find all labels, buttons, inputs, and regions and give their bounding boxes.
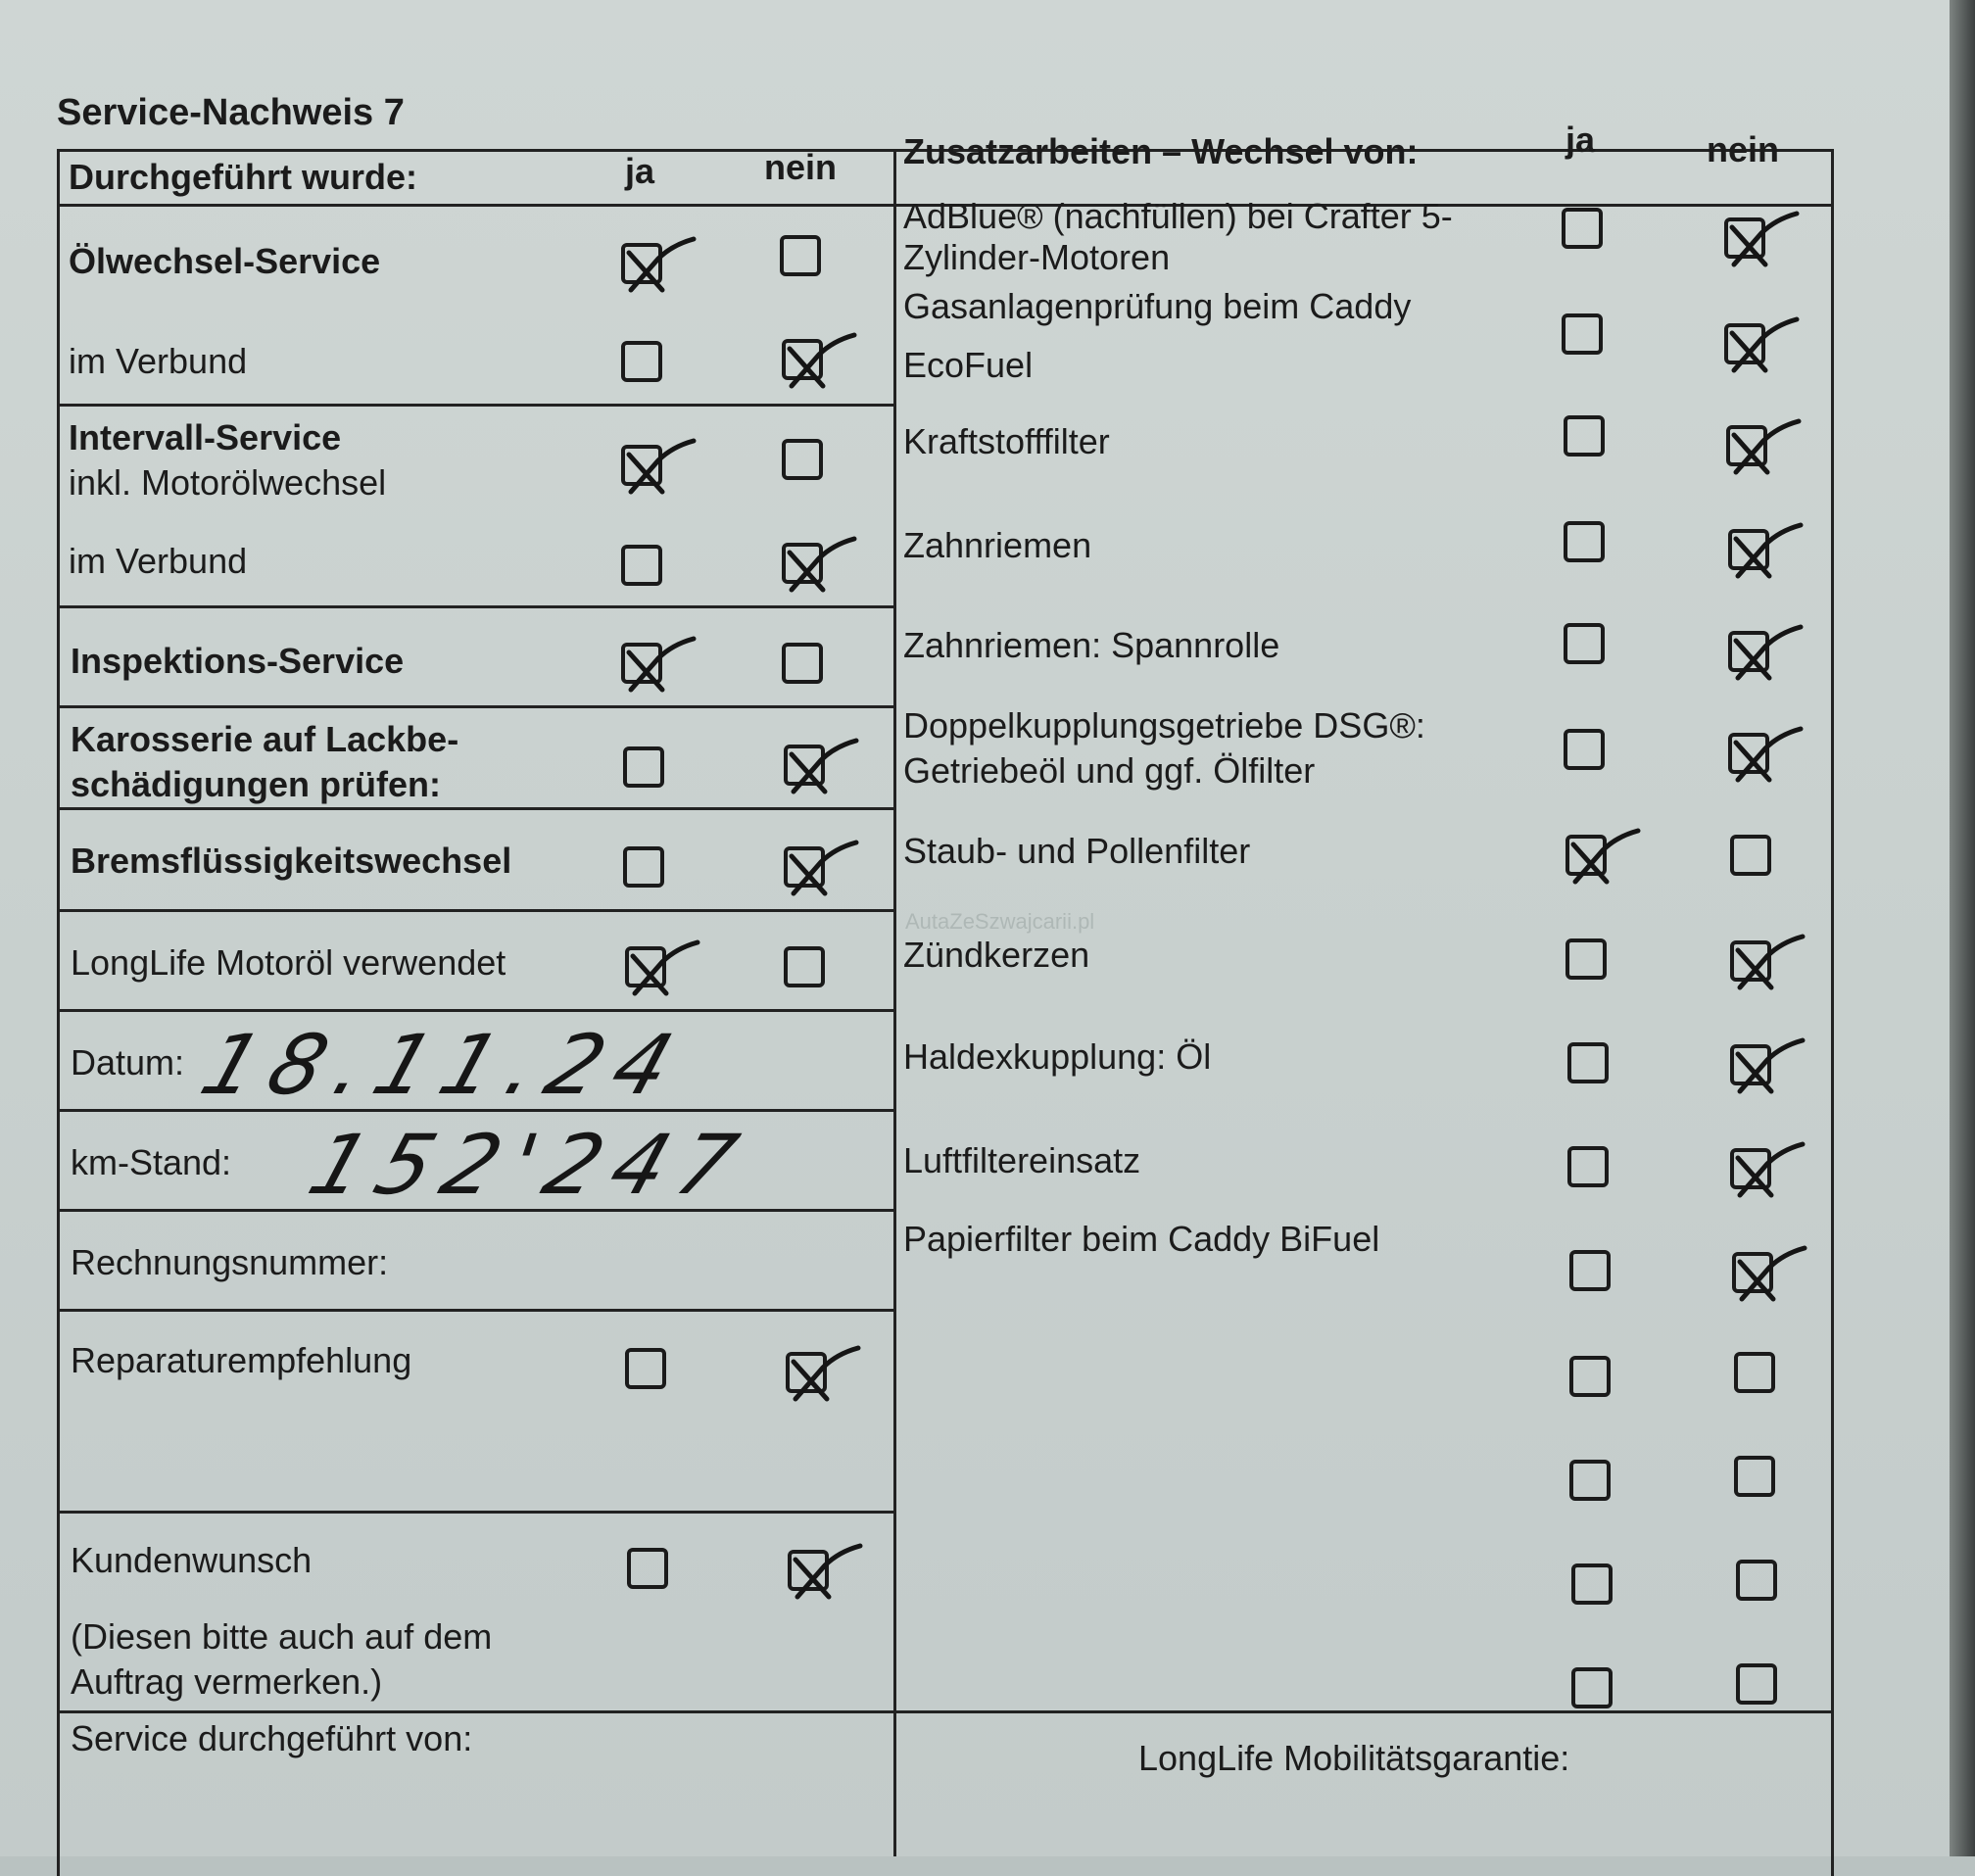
right-header-label: Zusatzarbeiten – Wechsel von: xyxy=(903,131,1419,171)
checkbox-customer-nein[interactable] xyxy=(788,1550,829,1591)
checkbox-longlife-ja[interactable] xyxy=(625,946,666,987)
checkbox-luftfilter-nein[interactable] xyxy=(1730,1148,1771,1189)
right-row-pollenfilter: Staub- und Pollenfilter xyxy=(903,831,1251,871)
watermark: AutaZeSzwajcarii.pl xyxy=(905,909,1095,934)
right-header-ja: ja xyxy=(1566,120,1596,160)
km-value[interactable]: 152'247 xyxy=(298,1117,762,1213)
right-row-zahnriemen: Zahnriemen xyxy=(903,525,1092,565)
checkbox-oelwechsel-ja[interactable] xyxy=(621,243,662,284)
check-mark-icon xyxy=(1718,511,1806,590)
check-mark-icon xyxy=(1714,306,1803,384)
customer-note-1: (Diesen bitte auch auf dem xyxy=(71,1616,493,1657)
left-header-ja: ja xyxy=(625,151,655,191)
checkbox-verbund1-ja[interactable] xyxy=(621,341,662,382)
row-label-bremsfluessigkeit: Bremsflüssigkeitswechsel xyxy=(71,841,512,881)
page-edge xyxy=(1950,0,1975,1856)
right-row-spannrolle: Zahnriemen: Spannrolle xyxy=(903,625,1280,665)
left-rule xyxy=(57,705,895,708)
check-mark-icon xyxy=(776,1334,864,1413)
check-mark-icon xyxy=(1556,817,1644,895)
checkbox-longlife-nein[interactable] xyxy=(784,946,825,987)
row-sublabel-intervall: inkl. Motorölwechsel xyxy=(69,462,387,503)
right-row-dsg-2: Getriebeöl und ggf. Ölfilter xyxy=(903,750,1316,791)
checkbox-blank4-ja[interactable] xyxy=(1571,1667,1613,1708)
bottom-rule xyxy=(57,1710,1831,1713)
check-mark-icon xyxy=(772,321,860,400)
checkbox-kraftstoff-nein[interactable] xyxy=(1726,425,1767,466)
km-label: km-Stand: xyxy=(71,1142,232,1182)
check-mark-icon xyxy=(774,727,862,805)
invoice-label: Rechnungsnummer: xyxy=(71,1242,389,1282)
check-mark-icon xyxy=(1720,1130,1808,1209)
check-mark-icon xyxy=(1722,1234,1810,1313)
left-header-label: Durchgeführt wurde: xyxy=(69,157,417,197)
checkbox-repair-ja[interactable] xyxy=(625,1348,666,1389)
checkbox-verbund1-nein[interactable] xyxy=(782,339,823,380)
checkbox-luftfilter-ja[interactable] xyxy=(1567,1146,1609,1187)
right-header-nein: nein xyxy=(1707,129,1780,169)
checkbox-blank4-nein[interactable] xyxy=(1736,1663,1777,1705)
left-rule xyxy=(57,1511,895,1514)
checkbox-intervall-nein[interactable] xyxy=(782,439,823,480)
checkbox-verbund2-nein[interactable] xyxy=(782,543,823,584)
checkbox-spannrolle-nein[interactable] xyxy=(1728,631,1769,672)
check-mark-icon xyxy=(1714,200,1803,278)
checkbox-adblue-ja[interactable] xyxy=(1562,208,1603,249)
checkbox-karosserie-ja[interactable] xyxy=(623,746,664,788)
row-label-longlife: LongLife Motoröl verwendet xyxy=(71,942,506,983)
guarantee-label: LongLife Mobilitätsgarantie: xyxy=(1138,1738,1570,1778)
checkbox-blank1-ja[interactable] xyxy=(1569,1356,1611,1397)
service-by-label: Service durchgeführt von: xyxy=(71,1718,473,1758)
repair-label: Reparaturempfehlung xyxy=(71,1340,412,1380)
left-rule xyxy=(57,1009,895,1012)
check-mark-icon xyxy=(611,427,699,505)
checkbox-gasanlage-nein[interactable] xyxy=(1724,323,1765,364)
left-header-nein: nein xyxy=(764,147,838,187)
checkbox-zahnriemen-ja[interactable] xyxy=(1564,521,1605,562)
check-mark-icon xyxy=(1720,1027,1808,1105)
right-row-adblue-1: AdBlue® (nachfüllen) bei Crafter 5- xyxy=(903,196,1453,236)
left-rule xyxy=(57,404,895,407)
date-value[interactable]: 18.11.24 xyxy=(190,1017,698,1113)
right-row-dsg-1: Doppelkupplungsgetriebe DSG®: xyxy=(903,705,1425,746)
check-mark-icon xyxy=(611,225,699,304)
row-sublabel-karosserie: schädigungen prüfen: xyxy=(71,764,441,804)
date-label: Datum: xyxy=(71,1042,185,1082)
right-row-kraftstofffilter: Kraftstofffilter xyxy=(903,421,1110,461)
left-rule xyxy=(57,605,895,608)
row-label-im-verbund-2: im Verbund xyxy=(69,541,248,581)
check-mark-icon xyxy=(1718,613,1806,692)
row-label-oelwechsel: Ölwechsel-Service xyxy=(69,241,381,281)
checkbox-verbund2-ja[interactable] xyxy=(621,545,662,586)
row-label-im-verbund-1: im Verbund xyxy=(69,341,248,381)
checkbox-pollen-ja[interactable] xyxy=(1566,835,1607,876)
checkbox-blank2-ja[interactable] xyxy=(1569,1460,1611,1501)
check-mark-icon xyxy=(1718,715,1806,794)
right-row-gasanlage-1: Gasanlagenprüfung beim Caddy xyxy=(903,286,1412,326)
row-label-karosserie: Karosserie auf Lackbe- xyxy=(71,719,459,759)
checkbox-inspektion-nein[interactable] xyxy=(782,643,823,684)
right-row-papierfilter: Papierfilter beim Caddy BiFuel xyxy=(903,1219,1380,1259)
checkbox-kraftstoff-ja[interactable] xyxy=(1564,415,1605,457)
right-row-zuendkerzen: Zündkerzen xyxy=(903,935,1090,975)
checkbox-inspektion-ja[interactable] xyxy=(621,643,662,684)
check-mark-icon xyxy=(778,1532,866,1611)
check-mark-icon xyxy=(1720,923,1808,1001)
check-mark-icon xyxy=(772,525,860,603)
form-title: Service-Nachweis 7 xyxy=(57,92,405,133)
left-rule xyxy=(57,1309,895,1312)
checkbox-haldex-nein[interactable] xyxy=(1730,1044,1771,1085)
row-label-intervall: Intervall-Service xyxy=(69,417,342,457)
left-rule xyxy=(57,807,895,810)
checkbox-blank2-nein[interactable] xyxy=(1734,1456,1775,1497)
checkbox-zuendkerzen-ja[interactable] xyxy=(1566,938,1607,980)
checkbox-zahnriemen-nein[interactable] xyxy=(1728,529,1769,570)
checkbox-blank1-nein[interactable] xyxy=(1734,1352,1775,1393)
checkbox-blank3-ja[interactable] xyxy=(1571,1563,1613,1605)
checkbox-blank3-nein[interactable] xyxy=(1736,1560,1777,1601)
checkbox-papierfilter-nein[interactable] xyxy=(1732,1252,1773,1293)
checkbox-papierfilter-ja[interactable] xyxy=(1569,1250,1611,1291)
right-row-haldex: Haldexkupplung: Öl xyxy=(903,1036,1212,1077)
right-row-luftfilter: Luftfiltereinsatz xyxy=(903,1140,1141,1180)
checkbox-oelwechsel-nein[interactable] xyxy=(780,235,821,276)
checkbox-pollen-nein[interactable] xyxy=(1730,835,1771,876)
checkbox-haldex-ja[interactable] xyxy=(1567,1042,1609,1083)
checkbox-spannrolle-ja[interactable] xyxy=(1564,623,1605,664)
checkbox-bremsfl-ja[interactable] xyxy=(623,846,664,888)
customer-label: Kundenwunsch xyxy=(71,1540,313,1580)
left-rule xyxy=(57,909,895,912)
customer-note-2: Auftrag vermerken.) xyxy=(71,1661,383,1702)
checkbox-zuendkerzen-nein[interactable] xyxy=(1730,940,1771,982)
checkbox-karosserie-nein[interactable] xyxy=(784,745,825,786)
checkbox-adblue-nein[interactable] xyxy=(1724,217,1765,259)
check-mark-icon xyxy=(1716,408,1805,486)
checkbox-intervall-ja[interactable] xyxy=(621,445,662,486)
check-mark-icon xyxy=(611,625,699,703)
checkbox-customer-ja[interactable] xyxy=(627,1548,668,1589)
row-label-inspektion: Inspektions-Service xyxy=(71,641,405,681)
right-row-adblue-2: Zylinder-Motoren xyxy=(903,237,1171,277)
checkbox-repair-nein[interactable] xyxy=(786,1352,827,1393)
checkbox-gasanlage-ja[interactable] xyxy=(1562,313,1603,355)
right-row-gasanlage-2: EcoFuel xyxy=(903,345,1034,385)
checkbox-bremsfl-nein[interactable] xyxy=(784,846,825,888)
checkbox-dsg-nein[interactable] xyxy=(1728,733,1769,774)
check-mark-icon xyxy=(774,829,862,907)
check-mark-icon xyxy=(615,929,703,1007)
checkbox-dsg-ja[interactable] xyxy=(1564,729,1605,770)
